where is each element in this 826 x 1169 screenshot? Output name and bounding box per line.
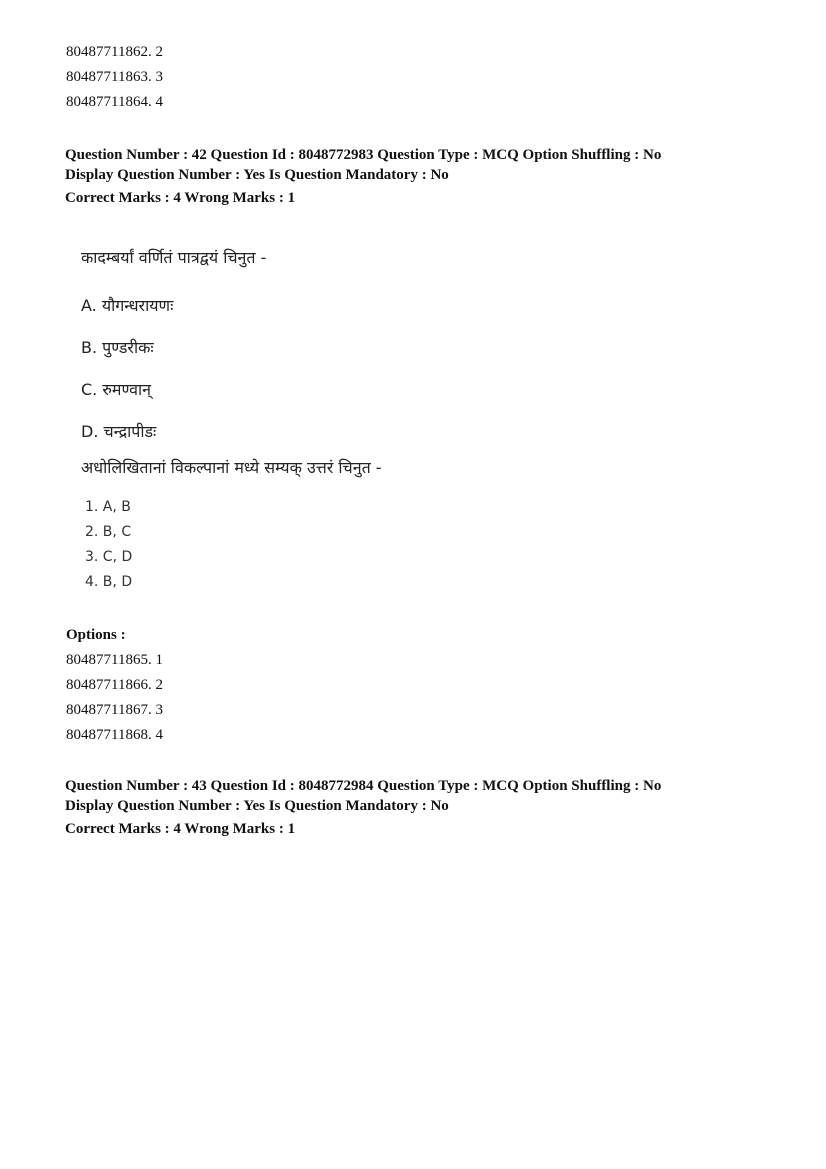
answer-choices bbox=[85, 495, 132, 595]
question-42-header bbox=[65, 145, 661, 208]
question-meta-line: Question Number : 42 Question Id : 8048772983 Question Type : MCQ Option Shuffling : No bbox=[65, 147, 662, 163]
answer-choice: 2. B, C bbox=[85, 524, 132, 540]
option-line: 80487711864. 4 bbox=[66, 94, 163, 110]
question-stem: कादम्बर्यां वर्णितं पात्रद्वयं चिनुत - bbox=[81, 248, 267, 267]
option-line: 80487711868. 4 bbox=[66, 727, 163, 743]
options-label: Options : bbox=[66, 627, 126, 643]
question-42-options bbox=[66, 624, 163, 748]
question-marks-line: Correct Marks : 4 Wrong Marks : 1 bbox=[65, 190, 296, 206]
option-line: 80487711867. 3 bbox=[66, 702, 163, 718]
question-display-line: Display Question Number : Yes Is Question Mandatory : No bbox=[65, 798, 449, 814]
question-prompt: अधोलिखितानां विकल्पानां मध्ये सम्यक् उत्तरं चिनुत - bbox=[81, 458, 382, 477]
answer-choice: 1. A, B bbox=[85, 499, 131, 515]
answer-choice: 4. B, D bbox=[85, 574, 133, 590]
option-line: 80487711863. 3 bbox=[66, 69, 163, 85]
option-line: 80487711862. 2 bbox=[66, 44, 163, 60]
previous-question-options bbox=[66, 40, 163, 115]
question-meta-line: Question Number : 43 Question Id : 8048772984 Question Type : MCQ Option Shuffling : No bbox=[65, 778, 662, 794]
question-43-header bbox=[65, 776, 661, 839]
question-item-b: B. पुण्डरीकः bbox=[81, 338, 154, 357]
question-item-c: C. रुमण्वान् bbox=[81, 380, 151, 399]
answer-choice: 3. C, D bbox=[85, 549, 133, 565]
question-item-a: A. यौगन्धरायणः bbox=[81, 296, 174, 315]
option-line: 80487711866. 2 bbox=[66, 677, 163, 693]
question-marks-line: Correct Marks : 4 Wrong Marks : 1 bbox=[65, 821, 296, 837]
question-item-d: D. चन्द्रापीडः bbox=[81, 422, 157, 441]
question-42-body bbox=[81, 243, 382, 483]
option-line: 80487711865. 1 bbox=[66, 652, 163, 668]
question-display-line: Display Question Number : Yes Is Question Mandatory : No bbox=[65, 167, 449, 183]
